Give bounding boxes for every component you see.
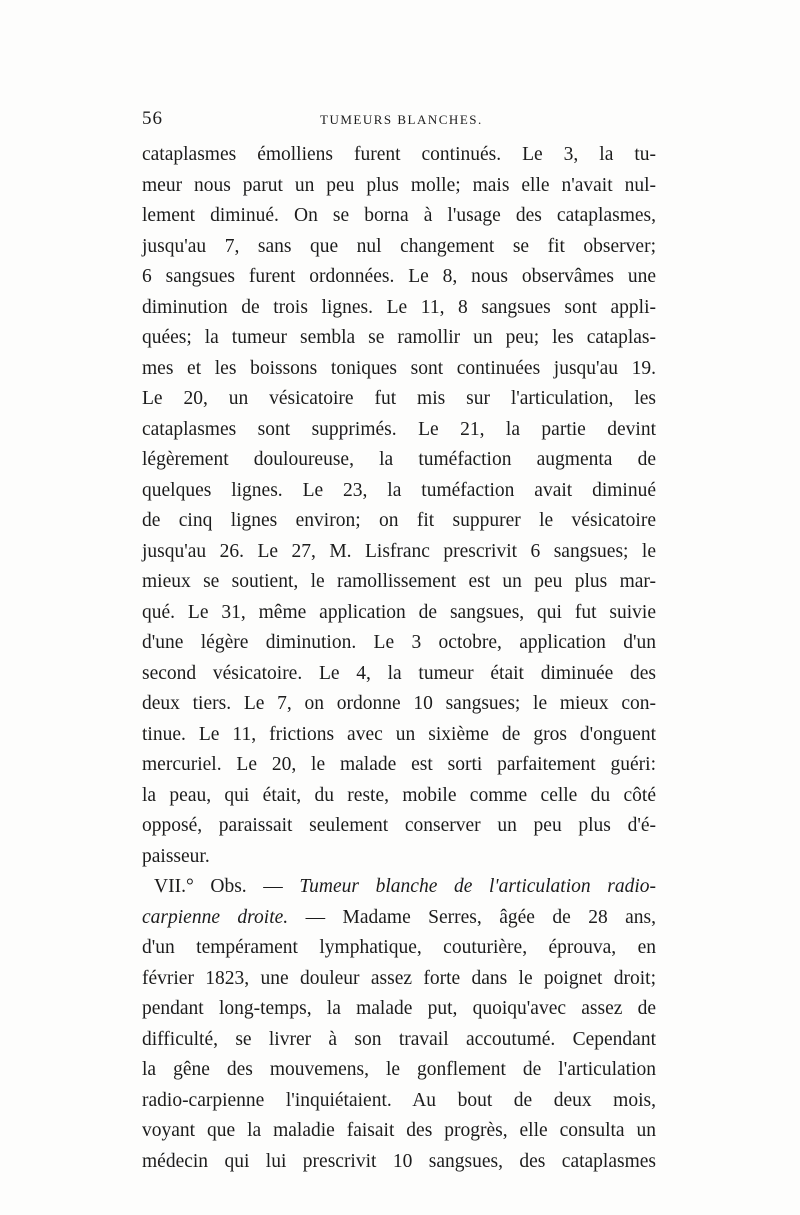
- observation-title-continued: carpienne droite.: [142, 906, 289, 928]
- text-line: jusqu'au 26. Le 27, M. Lisfranc prescrivit 6 sangsues; le: [142, 540, 656, 562]
- text-line: 6 sangsues furent ordonnées. Le 8, nous observâmes une: [142, 266, 656, 287]
- body-text: [142, 140, 656, 1177]
- text-line: février 1823, une douleur assez forte dans le poignet droit;: [142, 967, 656, 989]
- text-line: voyant que la maladie faisait des progrès, elle consulta un: [142, 1120, 656, 1141]
- text-line: mes et les boissons toniques sont continuées jusqu'au 19.: [142, 357, 656, 379]
- page-number: 56: [142, 108, 163, 129]
- text-line: pendant long-temps, la malade put, quoiqu'avec assez de: [142, 998, 656, 1019]
- text-line: jusqu'au 7, sans que nul changement se fit observer;: [142, 235, 656, 257]
- text-line: quées; la tumeur sembla se ramollir un peu; les cataplas-: [142, 327, 656, 348]
- text-line: mercuriel. Le 20, le malade est sorti parfaitement guéri:: [142, 754, 656, 775]
- text-line: médecin qui lui prescrivit 10 sangsues, des cataplasmes: [142, 1150, 656, 1172]
- text-line: paisseur.: [142, 845, 210, 867]
- observation-number: VII.° Obs. —: [154, 876, 283, 897]
- text-line: lement diminué. On se borna à l'usage des cataplasmes,: [142, 205, 656, 226]
- text-line: cataplasmes émolliens furent continués. Le 3, la tu-: [142, 144, 656, 165]
- text-line: mieux se soutient, le ramollissement est un peu plus mar-: [142, 571, 656, 592]
- text-line: cataplasmes sont supprimés. Le 21, la partie devint: [142, 418, 656, 440]
- text-line: d'une légère diminution. Le 3 octobre, application d'un: [142, 632, 656, 653]
- text-line: opposé, paraissait seulement conserver un peu plus d'é-: [142, 815, 656, 836]
- page-header: [142, 108, 662, 132]
- text-line: quelques lignes. Le 23, la tuméfaction avait diminué: [142, 479, 656, 501]
- text-line: légèrement douloureuse, la tuméfaction augmenta de: [142, 449, 656, 470]
- text-line: diminution de trois lignes. Le 11, 8 sangsues sont appli-: [142, 296, 656, 318]
- text-line: la gêne des mouvemens, le gonflement de l'articulation: [142, 1059, 656, 1080]
- text-line: radio-carpienne l'inquiétaient. Au bout de deux mois,: [142, 1089, 656, 1111]
- observation-heading-line: [142, 872, 656, 903]
- text-line: d'un tempérament lymphatique, couturière, éprouva, en: [142, 937, 656, 958]
- text-line: la peau, qui était, du reste, mobile comme celle du côté: [142, 784, 656, 806]
- text-line: second vésicatoire. Le 4, la tumeur était diminuée des: [142, 662, 656, 684]
- text-line: meur nous parut un peu plus molle; mais elle n'avait nul-: [142, 174, 656, 196]
- observation-title: Tumeur blanche de l'articulation radio-: [299, 876, 657, 897]
- text-line: Le 20, un vésicatoire fut mis sur l'articulation, les: [142, 388, 656, 409]
- text-line: difficulté, se livrer à son travail accoutumé. Cependant: [142, 1028, 656, 1050]
- text-line: tinue. Le 11, frictions avec un sixième de gros d'onguent: [142, 723, 656, 745]
- text-line: de cinq lignes environ; on fit suppurer le vésicatoire: [142, 510, 656, 531]
- text-line: qué. Le 31, même application de sangsues, qui fut suivie: [142, 601, 656, 623]
- text-line: deux tiers. Le 7, on ordonne 10 sangsues; le mieux con-: [142, 693, 656, 714]
- observation-text: — Madame Serres, âgée de 28 ans,: [305, 906, 656, 928]
- running-head: TUMEURS BLANCHES.: [320, 112, 483, 127]
- observation-heading-line: [142, 903, 656, 934]
